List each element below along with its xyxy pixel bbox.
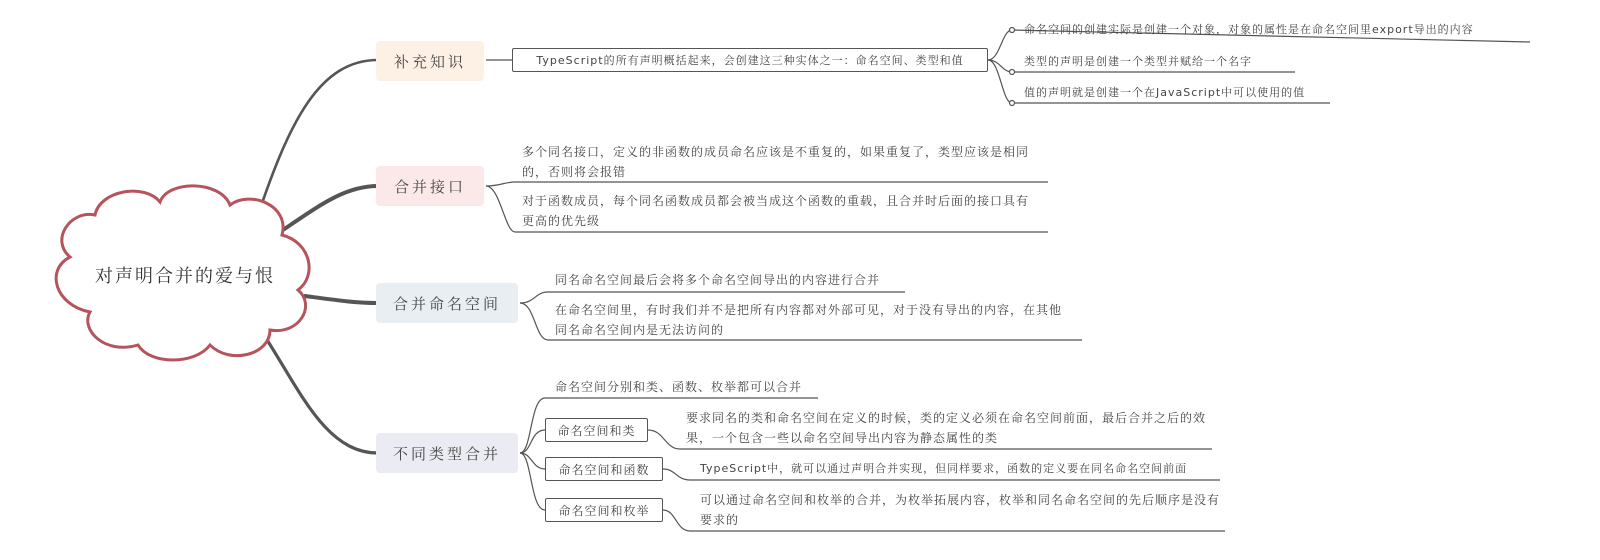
sub-namespace-and-function[interactable]: 命名空间和函数: [545, 457, 663, 481]
connector-branch-2: [280, 186, 378, 232]
branch-1-leaf-3[interactable]: 值的声明就是创建一个在JavaScript中可以使用的值: [1024, 86, 1306, 99]
branch-1-leaf-1[interactable]: 命名空间的创建实际是创建一个对象，对象的属性是在命名空间里export导出的内容: [1024, 23, 1474, 36]
namespace-and-enum-detail[interactable]: 可以通过命名空间和枚举的合并，为枚举拓展内容，枚举和同名命名空间的先后顺序是没有要求的: [700, 493, 1221, 527]
sub-namespace-and-enum[interactable]: 命名空间和枚举: [545, 498, 663, 522]
connector-branch-1: [258, 60, 378, 215]
branch-4-leaf-1[interactable]: 命名空间分别和类、函数、枚举都可以合并: [555, 380, 803, 394]
branch-2-leaf-2[interactable]: 对于函数成员，每个同名函数成员都会被当成这个函数的重载，且合并时后面的接口具有更高的优先级: [522, 194, 1030, 228]
root-topic[interactable]: 对声明合并的爱与恨: [95, 266, 275, 287]
branch-supplementary-knowledge[interactable]: 补充知识: [376, 41, 484, 81]
branch-3-leaf-1[interactable]: 同名命名空间最后会将多个命名空间导出的内容进行合并: [555, 273, 881, 287]
connector-branch-4: [262, 332, 378, 453]
namespace-and-function-detail[interactable]: TypeScript中，就可以通过声明合并实现，但同样要求，函数的定义要在同名命名空间前面: [700, 462, 1188, 475]
branch-merge-namespaces[interactable]: 合并命名空间: [376, 283, 518, 323]
branch-1-leaf-2[interactable]: 类型的声明是创建一个类型并赋给一个名字: [1024, 55, 1252, 68]
namespace-and-class-detail[interactable]: 要求同名的类和命名空间在定义的时候，类的定义必须在命名空间前面，最后合并之后的效果，一个包含一些以命名空间导出内容为静态属性的类: [686, 411, 1207, 445]
branch-merge-interfaces[interactable]: 合并接口: [376, 166, 484, 206]
branch-2-leaf-1[interactable]: 多个同名接口，定义的非函数的成员命名应该是不重复的，如果重复了，类型应该是相同的，否则将会报错: [522, 145, 1030, 179]
branch-1-summary-box[interactable]: TypeScript的所有声明概括起来，会创建这三种实体之一：命名空间、类型和值: [512, 48, 988, 72]
sub-namespace-and-class[interactable]: 命名空间和类: [545, 418, 648, 442]
branch-3-leaf-2[interactable]: 在命名空间里，有时我们并不是把所有内容都对外部可见，对于没有导出的内容，在其他同名命名空间内是无法访问的: [555, 303, 1063, 337]
branch-different-type-merge[interactable]: 不同类型合并: [376, 433, 518, 473]
connector-branch-3: [305, 296, 378, 303]
